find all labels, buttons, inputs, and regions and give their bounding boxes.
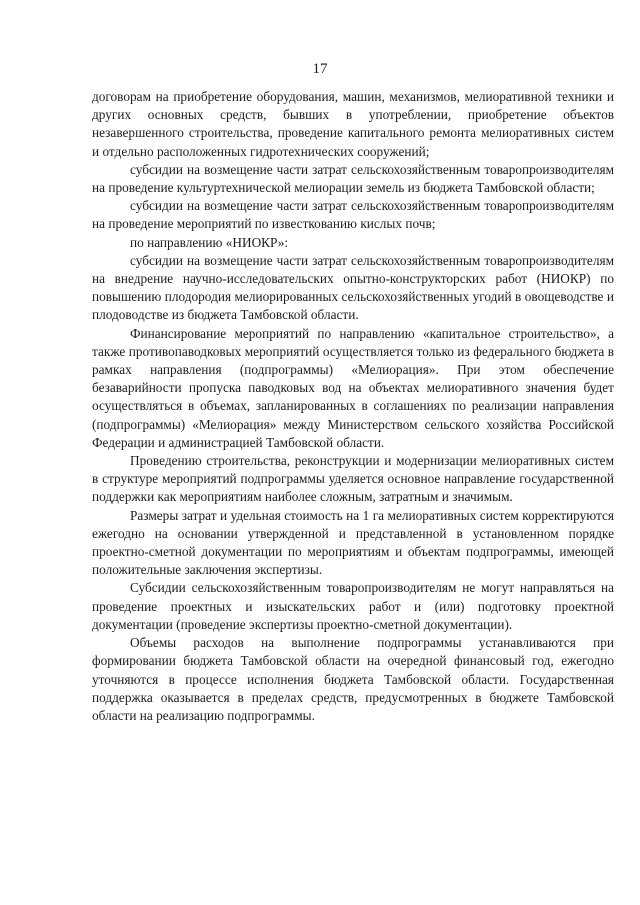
paragraph-subsidy-liming: субсидии на возмещение части затрат сельскохозяйственным товаропроизводителям на проведение мероприятий по известкованию кислых почв;	[92, 198, 614, 232]
paragraph-subsidy-restrictions: Субсидии сельскохозяйственным товаропроизводителям не могут направляться на проведение проектных и изыскательских работ и (или) подготовку проектной документации (проведение экспертизы проектно-сметной документации).	[92, 580, 614, 632]
page-number: 17	[312, 61, 328, 77]
paragraph-continuation: договорам на приобретение оборудования, машин, механизмов, мелиоративной техники и других основных средств, бывших в употреблении, приобретение объектов незавершенного строительства, проведение капитального ремонта мелиоративных систем и отдельно расположенных гидротехнических сооружений;	[92, 89, 614, 159]
paragraph-subsidy-culturtech: субсидии на возмещение части затрат сельскохозяйственным товаропроизводителям на проведение культуртехнической мелиорации земель из бюджета Тамбовской области;	[92, 161, 614, 196]
document-body	[92, 88, 614, 725]
paragraph-niokr-heading: по направлению «НИОКР»:	[130, 234, 289, 250]
paragraph-subsidy-niokr: субсидии на возмещение части затрат сельскохозяйственным товаропроизводителям на внедрение научно-исследовательских опытно-конструкторских работ (НИОКР) по повышению плодородия мелиорированных сельскохозяйственных угодий в овощеводстве и плодоводстве из бюджета Тамбовской области.	[92, 252, 614, 323]
paragraph-financing: Финансирование мероприятий по направлению «капитальное строительство», а также противопаводковых мероприятий осуществляется только из федерального бюджета в рамках направления (подпрограммы) «Мелиорация». При этом обеспечение безаварийности пропуска паводковых вод на объектах мелиоративного значения будет осуществляться в объемах, запланированных в соглашениях по реализации направления (подпрограммы) «Мелиорация» между Министерством сельского хозяйства Российской Федерации и администрацией Тамбовской области.	[92, 325, 614, 450]
paragraph-construction: Проведению строительства, реконструкции и модернизации мелиоративных систем в структуре мероприятий подпрограммы уделяется основное направление государственной поддержки как мероприятиям наиболее сложным, затратным и значимым.	[92, 453, 614, 505]
paragraph-budget-volumes: Объемы расходов на выполнение подпрограммы устанавливаются при формировании бюджета Тамбовской области на очередной финансовый год, ежегодно уточняются в процессе исполнения бюджета Тамбовской области. Государственная поддержка оказывается в пределах средств, предусмотренных в бюджете Тамбовской области на реализацию подпрограммы.	[92, 635, 614, 723]
paragraph-costs: Размеры затрат и удельная стоимость на 1 га мелиоративных систем корректируются ежегодно на основании утвержденной и представленной в установленном порядке проектно-сметной документации по мероприятиям и объектам подпрограммы, имеющей положительные заключения экспертизы.	[92, 507, 614, 578]
